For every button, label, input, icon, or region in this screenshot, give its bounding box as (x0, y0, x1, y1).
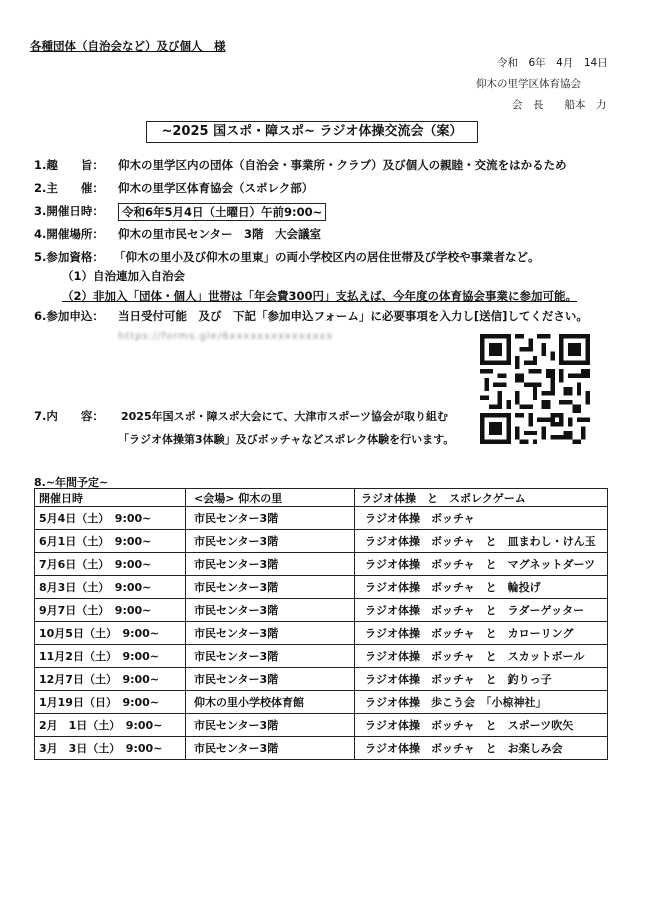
header-activity: ラジオ体操 と スポレクゲーム (355, 489, 608, 507)
row-venue: 市民センター3階 (186, 714, 355, 737)
row-date: 11月2日（土） 9:00~ (35, 645, 186, 668)
row-activity: ラジオ体操 ボッチャ と 輪投げ (355, 576, 608, 599)
qr-code-icon (480, 334, 590, 444)
row-date: 8月3日（土） 9:00~ (35, 576, 186, 599)
content-line-1: 2025年国スポ・障スポ大会にて、大津市スポーツ協会が取り組む (121, 410, 448, 423)
row-date: 6月1日（土） 9:00~ (35, 530, 186, 553)
header-venue: <会場> 仰木の里 (186, 489, 355, 507)
row-activity: ラジオ体操 ボッチャ と スカットボール (355, 645, 608, 668)
table-row (35, 530, 608, 553)
qualification-2: （2）非加入「団体・個人」世帯は「年会費300円」支払えば、今年度の体育協会事業に参加可能。 (62, 289, 578, 303)
row-activity: ラジオ体操 ボッチャ (355, 507, 608, 530)
header-date: 開催日時 (35, 489, 186, 507)
form-url-blurred[interactable]: https://forms.gle/6xxxxxxxxxxxxxxx (118, 331, 334, 342)
item-content (34, 408, 104, 424)
row-venue: 市民センター3階 (186, 530, 355, 553)
addressee: 各種団体（自治会など）及び個人 様 (30, 39, 226, 53)
row-date: 12月7日（土） 9:00~ (35, 668, 186, 691)
item-datetime (34, 203, 323, 219)
row-venue: 市民センター3階 (186, 668, 355, 691)
document-title: ~2025 国スポ・障スポ~ ラジオ体操交流会（案） (146, 121, 478, 143)
row-venue: 仰木の里小学校体育館 (186, 691, 355, 714)
table-row (35, 645, 608, 668)
purpose-label: 1.趣 旨： (34, 158, 104, 172)
schedule-header-row (35, 489, 608, 507)
row-activity: ラジオ体操 歩こう会 「小椋神社」 (355, 691, 608, 714)
purpose-text: 仰木の里学区内の団体（自治会・事業所・クラブ）及び個人の親睦・交流をはかるため (118, 158, 567, 172)
schedule-table (34, 488, 608, 760)
schedule-heading: 8.~年間予定~ (34, 476, 109, 489)
apply-text: 当日受付可能 及び 下記「参加申込フォーム」に必要事項を入力し[送信]してください。 (118, 309, 588, 323)
row-activity: ラジオ体操 ボッチャ と 皿まわし・けん玉 (355, 530, 608, 553)
table-row (35, 668, 608, 691)
row-venue: 市民センター3階 (186, 599, 355, 622)
row-date: 9月7日（土） 9:00~ (35, 599, 186, 622)
item-apply (34, 308, 588, 324)
row-activity: ラジオ体操 ボッチャ と スポーツ吹矢 (355, 714, 608, 737)
venue-label: 4.開催場所： (34, 227, 104, 241)
row-venue: 市民センター3階 (186, 553, 355, 576)
table-row (35, 553, 608, 576)
table-row (35, 507, 608, 530)
row-date: 5月4日（土） 9:00~ (35, 507, 186, 530)
row-venue: 市民センター3階 (186, 507, 355, 530)
row-venue: 市民センター3階 (186, 645, 355, 668)
table-row (35, 714, 608, 737)
row-date: 10月5日（土） 9:00~ (35, 622, 186, 645)
content-label: 7.内 容： (34, 409, 104, 423)
item-qualification (34, 249, 540, 265)
host-label: 2.主 催： (34, 181, 104, 195)
row-activity: ラジオ体操 ボッチャ と ラダーゲッター (355, 599, 608, 622)
row-venue: 市民センター3階 (186, 576, 355, 599)
item-purpose (34, 157, 567, 173)
venue-text: 仰木の里市民センター 3階 大会議室 (118, 227, 322, 241)
chairman: 会 長 船本 力 (512, 99, 607, 111)
row-date: 1月19日（日） 9:00~ (35, 691, 186, 714)
row-activity: ラジオ体操 ボッチャ と マグネットダーツ (355, 553, 608, 576)
row-activity: ラジオ体操 ボッチャ と お楽しみ会 (355, 737, 608, 760)
apply-label: 6.参加申込： (34, 309, 104, 323)
row-date: 7月6日（土） 9:00~ (35, 553, 186, 576)
datetime-label: 3.開催日時： (34, 204, 104, 218)
table-row (35, 691, 608, 714)
content-line-2: 「ラジオ体操第3体験」及びボッチャなどスポレク体験を行います。 (118, 433, 455, 446)
qualification-text: 「仰木の里小及び仰木の里東」の両小学校区内の居住世帯及び学校や事業者など。 (114, 250, 540, 264)
row-activity: ラジオ体操 ボッチャ と 釣りっ子 (355, 668, 608, 691)
table-row (35, 737, 608, 760)
organization: 仰木の里学区体育協会 (476, 78, 581, 90)
datetime-text: 令和6年5月4日（土曜日）午前9:00~ (118, 203, 326, 221)
row-venue: 市民センター3階 (186, 737, 355, 760)
qualification-1: （1）自治連加入自治会 (62, 269, 186, 283)
row-activity: ラジオ体操 ボッチャ と カローリング (355, 622, 608, 645)
row-date: 2月 1日（土） 9:00~ (35, 714, 186, 737)
issue-date: 令和 6年 4月 14日 (497, 57, 608, 69)
row-date: 3月 3日（土） 9:00~ (35, 737, 186, 760)
qualification-label: 5.参加資格： (34, 250, 104, 264)
item-venue (34, 226, 322, 242)
host-text: 仰木の里学区体育協会（スポレク部） (118, 181, 314, 195)
table-row (35, 622, 608, 645)
item-host (34, 180, 314, 196)
row-venue: 市民センター3階 (186, 622, 355, 645)
table-row (35, 599, 608, 622)
table-row (35, 576, 608, 599)
